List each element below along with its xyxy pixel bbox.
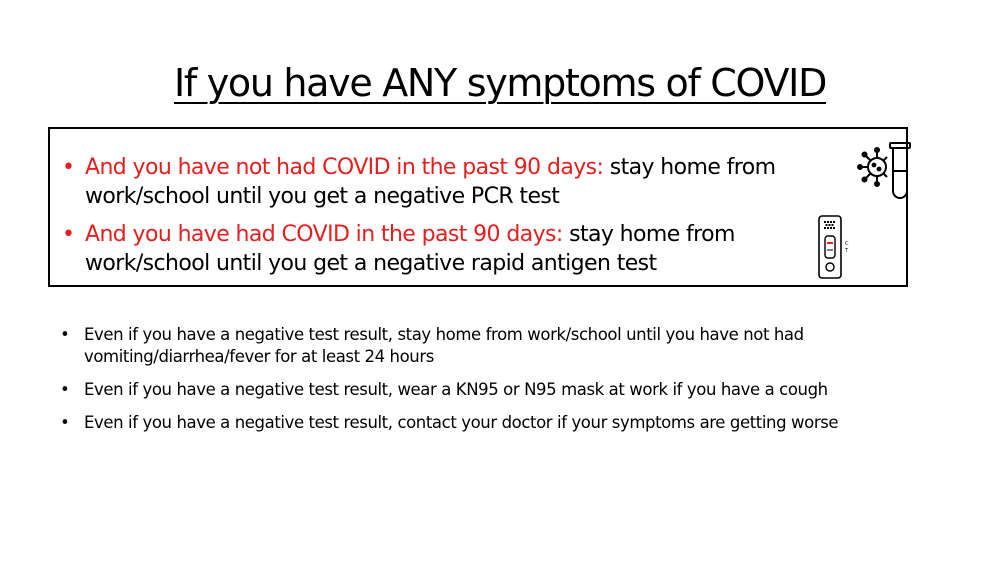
control-line-mark: C bbox=[845, 241, 849, 247]
bullet-marker: • bbox=[62, 222, 75, 247]
condition-text: And you have not had COVID in the past 90 days: bbox=[85, 155, 604, 180]
list-item bbox=[60, 412, 930, 434]
guidance-text bbox=[62, 220, 832, 278]
additional-guidance-list bbox=[60, 324, 930, 445]
list-item bbox=[60, 379, 930, 401]
guidance-item-no-recent-covid bbox=[62, 153, 832, 211]
instruction-text: stay home from work/school until you get a negative PCR test bbox=[85, 155, 776, 209]
rapid-antigen-test-icon bbox=[816, 214, 856, 282]
bullet-marker: • bbox=[62, 155, 75, 180]
list-item-text: Even if you have a negative test result, contact your doctor if your symptoms are getting worse bbox=[84, 413, 839, 432]
list-item-text: Even if you have a negative test result, wear a KN95 or N95 mask at work if you have a cough bbox=[84, 380, 828, 399]
list-item bbox=[60, 324, 930, 368]
testing-guidance-box bbox=[48, 127, 908, 287]
instruction-text: stay home from work/school until you get a negative rapid antigen test bbox=[85, 222, 735, 276]
bullet-marker: • bbox=[60, 380, 70, 399]
guidance-item-recent-covid bbox=[62, 220, 832, 278]
pcr-test-tube-icon bbox=[857, 141, 917, 205]
guidance-text bbox=[62, 153, 832, 211]
test-line-mark: T bbox=[845, 248, 849, 254]
list-item-text: Even if you have a negative test result, stay home from work/school until you have not had vomiting/diarrhea/fever for at least 24 hours bbox=[84, 325, 804, 366]
slide-title: If you have ANY symptoms of COVID bbox=[173, 61, 827, 105]
condition-text: And you have had COVID in the past 90 days: bbox=[85, 222, 563, 247]
bullet-marker: • bbox=[60, 325, 70, 344]
bullet-marker: • bbox=[60, 413, 70, 432]
